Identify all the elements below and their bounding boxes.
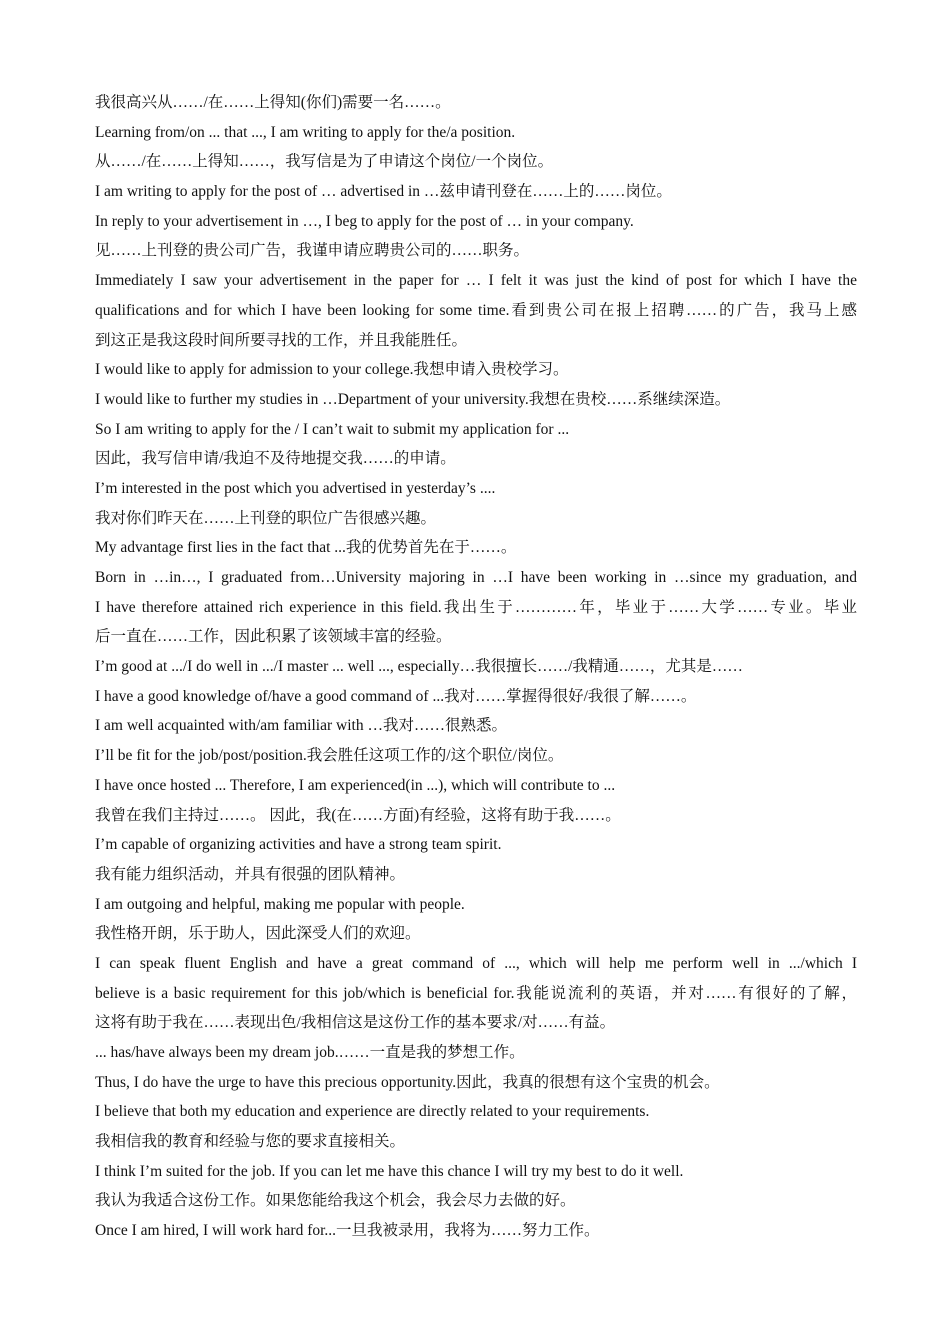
text-line: So I am writing to apply for the / I can’t wait to submit my application for ... — [95, 420, 570, 438]
text-line: 我很高兴从……/在……上得知(你们)需要一名……。 — [95, 94, 451, 111]
text-line: I’m capable of organizing activities and have a strong team spirit. — [95, 836, 502, 854]
text-line: I am well acquainted with/am familiar with …我对……很熟悉。 — [95, 717, 507, 735]
text-line: 我有能力组织活动，并具有很强的团队精神。 — [95, 865, 406, 883]
text-line: ... has/have always been my dream job.……一直是我的梦想工作。 — [95, 1044, 525, 1061]
text-line: Thus, I do have the urge to have this precious opportunity.因此，我真的很想有这个宝贵的机会。 — [95, 1073, 720, 1091]
text-line: In reply to your advertisement in …, I beg to apply for the post of … in your company. — [95, 212, 634, 230]
text-line: My advantage first lies in the fact that ...我的优势首先在于……。 — [95, 539, 517, 557]
text-line: I would like to further my studies in …Department of your university.我想在贵校……系继续深造。 — [95, 390, 731, 408]
text-line: Immediately I saw your advertisement in the paper for … I felt it was just the kind of post for which I have the — [95, 272, 857, 290]
text-line: 我性格开朗，乐于助人，因此深受人们的欢迎。 — [95, 925, 421, 943]
text-line: I have once hosted ... Therefore, I am experienced(in ...), which will contribute to ... — [95, 776, 616, 794]
text-line: 我曾在我们主持过……。 因此，我(在……方面)有经验，这将有助于我……。 — [95, 806, 621, 824]
text-line: 见……上刊登的贵公司广告，我谨申请应聘贵公司的……职务。 — [95, 242, 530, 260]
text-line: I would like to apply for admission to your college.我想申请入贵校学习。 — [95, 361, 569, 379]
text-line: 我认为我适合这份工作。如果您能给我这个机会，我会尽力去做的好。 — [95, 1192, 576, 1210]
text-line: I have therefore attained rich experience in this field.我出生于…………年，毕业于……大学……专业。毕业 — [95, 598, 857, 616]
text-line: 从……/在……上得知……，我写信是为了申请这个岗位/一个岗位。 — [95, 153, 554, 171]
text-line: I think I’m suited for the job. If you can let me have this chance I will try my best to do it well. — [95, 1162, 684, 1180]
text-line: qualifications and for which I have been looking for some time.看到贵公司在报上招聘……的广告，我马上感 — [95, 301, 857, 319]
text-line: I am outgoing and helpful, making me popular with people. — [95, 895, 465, 913]
text-line: I can speak fluent English and have a great command of ..., which will help me perform well in .../which I — [95, 954, 857, 972]
text-line: I have a good knowledge of/have a good command of ...我对……掌握得很好/我很了解……。 — [95, 687, 697, 705]
text-line: Learning from/on ... that ..., I am writing to apply for the/a position. — [95, 123, 516, 141]
text-line: I believe that both my education and experience are directly related to your requirements. — [95, 1103, 650, 1121]
text-line: I’m interested in the post which you advertised in yesterday’s .... — [95, 479, 496, 497]
document-body — [95, 88, 857, 1246]
text-line: Once I am hired, I will work hard for...一旦我被录用，我将为……努力工作。 — [95, 1222, 600, 1240]
text-line: 后一直在……工作，因此积累了该领域丰富的经验。 — [95, 628, 452, 646]
text-line: 这将有助于我在……表现出色/我相信这是这份工作的基本要求/对……有益。 — [95, 1014, 616, 1032]
text-line: Born in …in…, I graduated from…University majoring in …I have been working in …since my graduation, and — [95, 569, 857, 586]
text-line: 我对你们昨天在……上刊登的职位广告很感兴趣。 — [95, 509, 437, 527]
text-line: I’ll be fit for the job/post/position.我会胜任这项工作的/这个职位/岗位。 — [95, 747, 564, 765]
text-line: 我相信我的教育和经验与您的要求直接相关。 — [95, 1133, 406, 1151]
text-line: 因此，我写信申请/我迫不及待地提交我……的申请。 — [95, 450, 456, 468]
text-line: 到这正是我这段时间所要寻找的工作，并且我能胜任。 — [95, 331, 468, 349]
text-line: believe is a basic requirement for this job/which is beneficial for.我能说流利的英语，并对……有很好的了解， — [95, 984, 857, 1002]
text-line: I’m good at .../I do well in .../I master ... well ..., especially…我很擅长……/我精通……，尤其是…… — [95, 658, 743, 676]
text-line: I am writing to apply for the post of … advertised in …兹申请刊登在……上的……岗位。 — [95, 183, 672, 201]
